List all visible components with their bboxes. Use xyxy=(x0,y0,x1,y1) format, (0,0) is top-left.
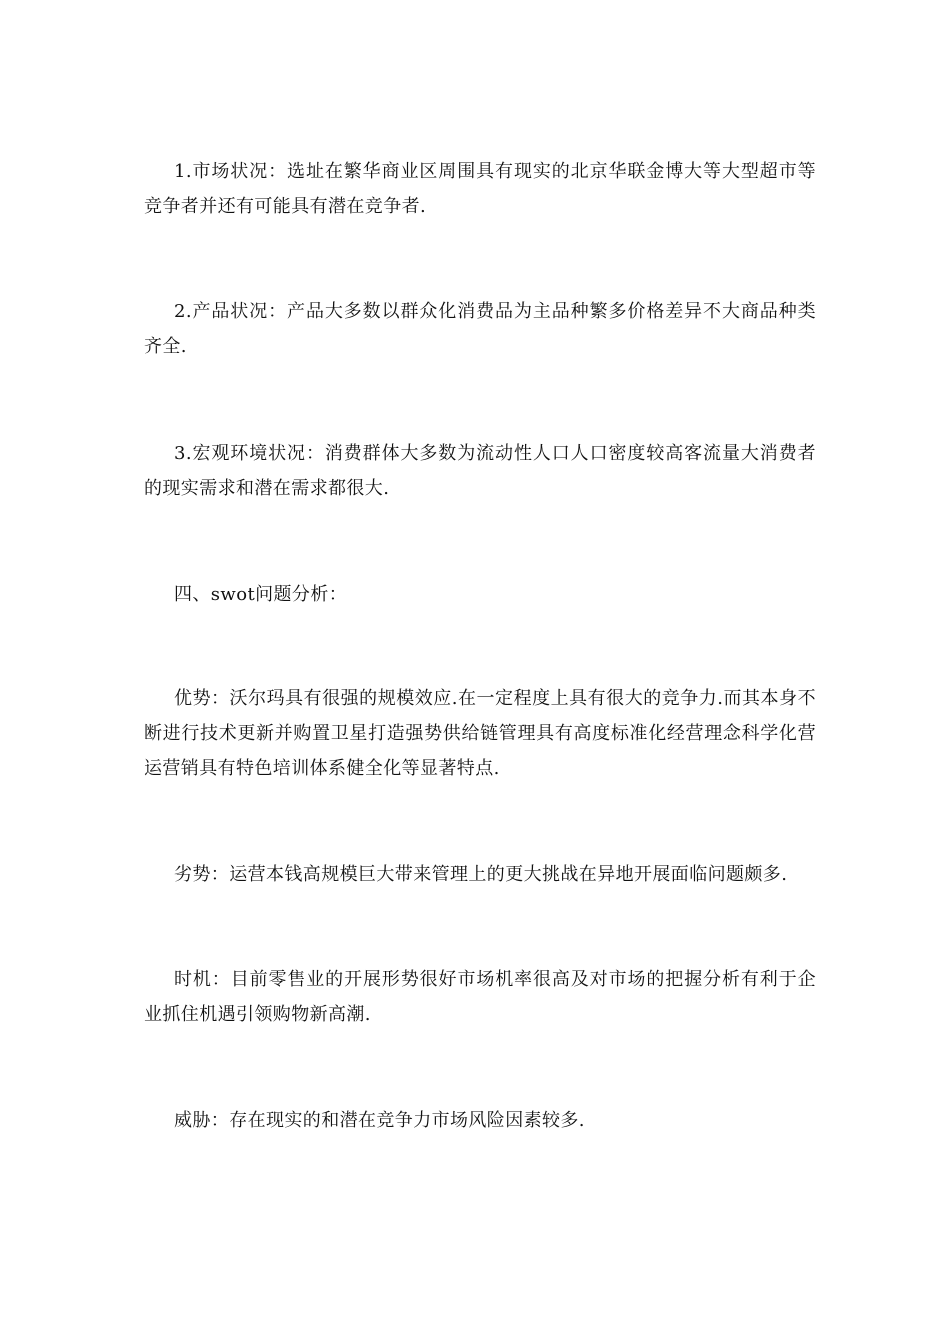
paragraph-opportunities: 时机：目前零售业的开展形势很好市场机率很高及对市场的把握分析有利于企业抓住机遇引领购物新高潮. xyxy=(144,969,816,1025)
paragraph-product-status: 2.产品状况：产品大多数以群众化消费品为主品种繁多价格差异不大商品种类齐全. xyxy=(144,301,816,357)
section-heading-swot: 四、swot问题分析： xyxy=(174,584,348,605)
paragraph-strengths: 优势：沃尔玛具有很强的规模效应.在一定程度上具有很大的竞争力.而其本身不断进行技术更新并购置卫星打造强势供给链管理具有高度标准化经营理念科学化营运营销具有特色培训体系健全化等显著特点. xyxy=(144,688,816,779)
paragraph-weaknesses: 劣势：运营本钱高规模巨大带来管理上的更大挑战在异地开展面临问题颇多. xyxy=(174,864,788,885)
paragraph-macro-environment: 3.宏观环境状况：消费群体大多数为流动性人口人口密度较高客流量大消费者的现实需求和潜在需求都很大. xyxy=(144,443,816,499)
paragraph-market-status: 1.市场状况：选址在繁华商业区周围具有现实的北京华联金博大等大型超市等竞争者并还有可能具有潜在竞争者. xyxy=(144,161,816,217)
paragraph-threats: 威胁：存在现实的和潜在竞争力市场风险因素较多. xyxy=(174,1110,585,1131)
